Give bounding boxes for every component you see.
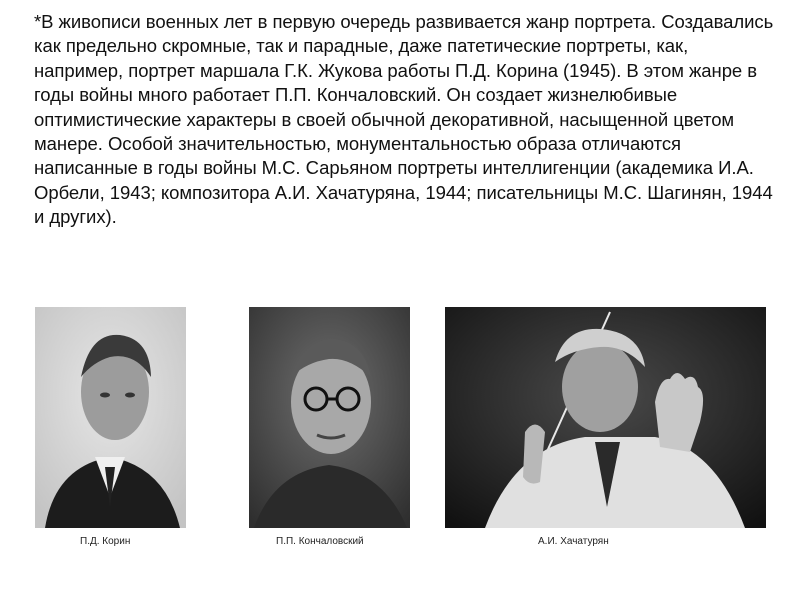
body-text: *В живописи военных лет в первую очередь развивается жанр портрета. Создавались как предельно скромные, так и парадные, даже патетические портреты, как, например, портрет маршала Г.К. Жукова работы П.Д. Корина (1945). В этом жанре в годы войны много работает П.П. Кончаловский. Он создает жизнелюбивые оптимистические характеры в своей обычной декоративной, насыщенной цветом манере. Особой значительностью, монументальностью образа отличаются написанные в годы войны М.С. Сарьяном портреты интеллигенции (академика И.А. Орбели, 1943; композитора А.И. Хачатуряна, 1944; писательницы М.С. Шагинян, 1944 и других).: [34, 11, 774, 228]
caption-korin: П.Д. Корин: [80, 536, 131, 547]
photo-korin: [35, 307, 186, 528]
photo-khachaturian: [445, 307, 766, 528]
caption-konchalovsky: П.П. Кончаловский: [276, 536, 364, 547]
photo-konchalovsky: [249, 307, 410, 528]
caption-khachaturian: А.И. Хачатурян: [538, 536, 609, 547]
